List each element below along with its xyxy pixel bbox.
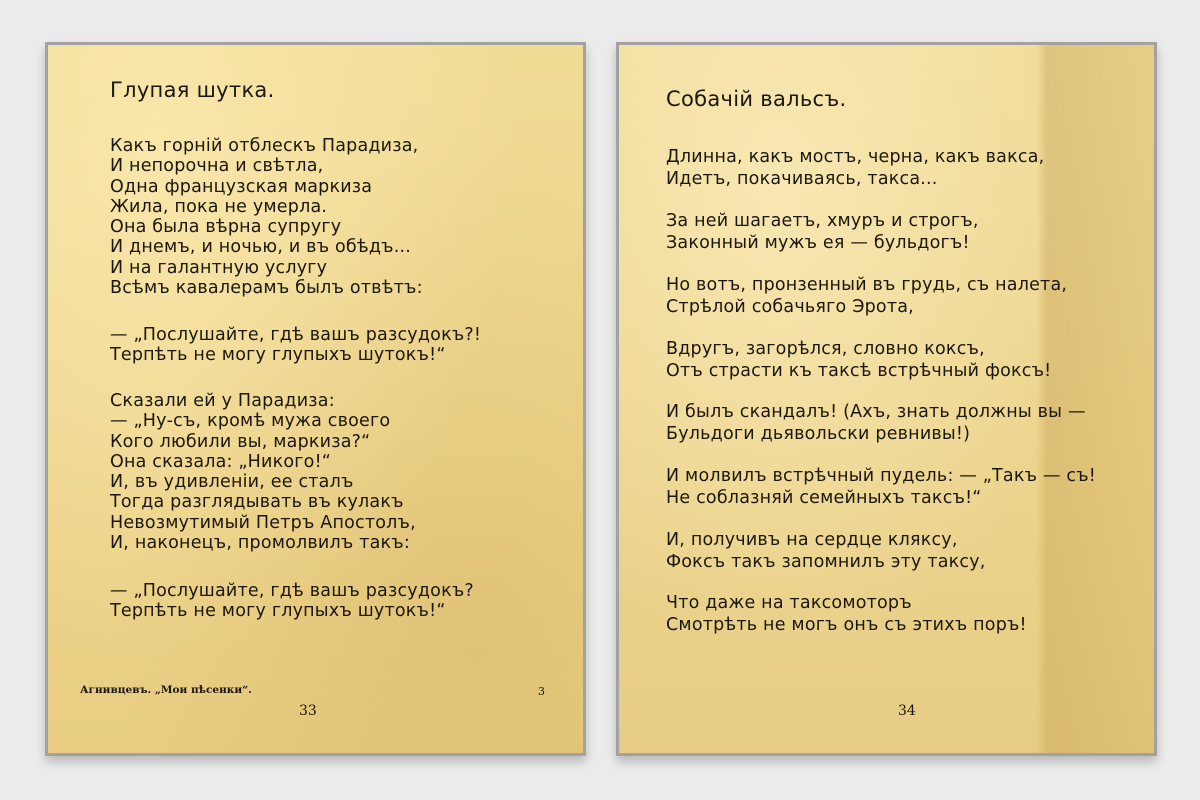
verse-line: Стрѣлой собачьяго Эрота, xyxy=(666,297,914,317)
verse-line: Бульдоги дьявольски ревнивы!) xyxy=(666,424,971,444)
verse-line: Длинна, какъ мостъ, черна, какъ вакса, xyxy=(666,147,1045,167)
verse-line: И непорочна и свѣтла, xyxy=(110,156,324,177)
verse-line: Вдругъ, загорѣлся, словно коксъ, xyxy=(666,339,985,359)
verse-line: Что даже на таксомоторъ xyxy=(666,593,912,613)
right-stanza-1 xyxy=(666,146,1044,190)
right-page xyxy=(616,42,1157,756)
verse-line: И, въ удивленіи, ее сталъ xyxy=(110,472,354,493)
verse-line: Законный мужъ ея — бульдогъ! xyxy=(666,233,970,253)
verse-line: И, получивъ на сердце кляксу, xyxy=(666,530,958,550)
verse-line: Невозмутимый Петръ Апостолъ, xyxy=(110,512,416,533)
verse-line: Жила, пока не умерла. xyxy=(110,196,328,217)
right-page-title: Собачій вальсъ. xyxy=(666,87,847,111)
verse-line: Всѣмъ кавалерамъ былъ отвѣтъ: xyxy=(110,278,423,299)
verse-line: Кого любили вы, маркиза?“ xyxy=(110,431,371,452)
footer-signature: Агнивцевъ. „Мои пѣсенки“. xyxy=(80,684,252,696)
verse-line: Фоксъ такъ запомнилъ эту таксу, xyxy=(666,552,986,572)
signature-mark: 3 xyxy=(538,685,545,698)
verse-line: За ней шагаетъ, хмуръ и строгъ, xyxy=(666,211,979,231)
verse-line: Тогда разглядывать въ кулакъ xyxy=(110,492,404,513)
right-stanza-7 xyxy=(666,529,986,573)
right-stanza-2 xyxy=(666,210,979,254)
verse-line: Терпѣть не могу глупыхъ шутокъ!“ xyxy=(110,345,446,366)
left-page xyxy=(45,42,586,756)
page-number-right: 34 xyxy=(898,703,916,719)
verse-line: Идетъ, покачиваясь, такса... xyxy=(666,169,938,189)
verse-line: И былъ скандалъ! (Ахъ, знать должны вы — xyxy=(666,402,1086,422)
verse-line: — „Послушайте, гдѣ вашъ разсудокъ?! xyxy=(110,325,482,345)
verse-line: И днемъ, и ночью, и въ обѣдъ... xyxy=(110,237,412,258)
verse-line: Смотрѣть не могъ онъ съ этихъ поръ! xyxy=(666,615,1027,635)
left-stanza-4 xyxy=(110,581,474,622)
left-stanza-2 xyxy=(110,325,481,366)
verse-line: — „Послушайте, гдѣ вашъ разсудокъ? xyxy=(110,581,474,601)
left-stanza-1 xyxy=(110,136,423,298)
right-stanza-4 xyxy=(666,338,1051,382)
verse-line: И, наконецъ, промолвилъ такъ: xyxy=(110,533,410,554)
verse-line: Но вотъ, пронзенный въ грудь, съ налета, xyxy=(666,275,1068,295)
right-stanza-6 xyxy=(666,465,1096,509)
verse-line: Отъ страсти къ таксѣ встрѣчный фоксъ! xyxy=(666,361,1052,381)
verse-line: Не соблазняй семейныхъ таксъ!“ xyxy=(666,488,982,508)
right-stanza-3 xyxy=(666,274,1067,318)
left-page-title: Глупая шутка. xyxy=(110,78,275,102)
verse-line: Одна французская маркиза xyxy=(110,176,373,197)
right-stanza-8 xyxy=(666,592,1027,636)
left-stanza-3 xyxy=(110,391,416,553)
verse-line: И на галантную услугу xyxy=(110,257,328,278)
verse-line: Какъ горній отблескъ Парадиза, xyxy=(110,136,419,156)
verse-line: Сказали ей у Парадиза: xyxy=(110,391,335,411)
page-number-left: 33 xyxy=(299,703,317,719)
verse-line: Она была вѣрна супругу xyxy=(110,217,342,238)
verse-line: — „Ну-съ, кромѣ мужа своего xyxy=(110,411,391,432)
verse-line: Она сказала: „Никого!“ xyxy=(110,451,332,472)
right-stanza-5 xyxy=(666,401,1086,445)
verse-line: Терпѣть не могу глупыхъ шутокъ!“ xyxy=(110,601,446,622)
verse-line: И молвилъ встрѣчный пудель: — „Такъ — съ! xyxy=(666,466,1097,486)
